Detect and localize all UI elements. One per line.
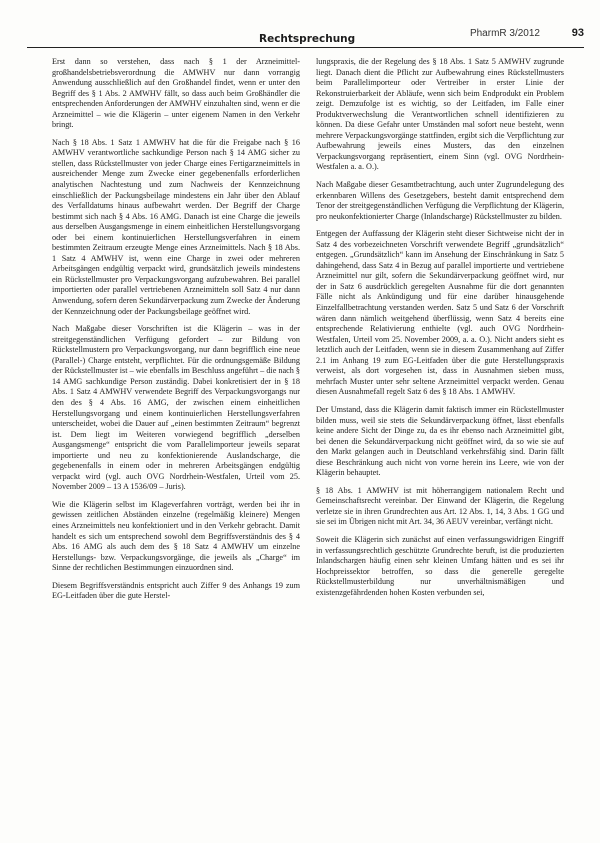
paragraph: Nach Maßgabe dieser Vorschriften ist die Klägerin – was in der streitgegenständlichen Verfügung gefordert – zur Bildung von Rückstellmustern pro Verpackungsvorgang, nur dann begrifflich eine neue (Parallel-) Charge entsteht, verpflichtet. Für die ordnungsgemäße Bildung der Rückstellmuster ist – wie ebenfalls im Beschluss angeführt – die nach § 14 AMG sachkundige Person zuständig. Dabei konkretisiert der in § 18 Abs. 1 Satz 4 AMWHV verwendete Begriff des Verpackungsvorgangs nur den des § 4 Abs. 16 AMG, der zwischen einem einheitlichen Herstellungsvorgang und einem kontinuierlichen Herstellungsverfahren unterscheidet, wobei die Dauer auf „einen bestimmten Zeitraum“ begrenzt ist. Dem liegt im Weiteren vorwiegend begrifflich „derselben Ausgangsmenge“ entspricht die vom Parallelimporteur jeweils separat importierte und neu zu konfektionierende Auslandscharge, die gegebenenfalls in einem oder in mehreren Arbeitsgängen endgültig verpackt wird (vgl. auch OVG Nordrhein-Westfalen, Urteil vom 25. November 2009 – 13 A 1536/09 – Juris).: [52, 324, 300, 492]
page-number: 93: [571, 27, 584, 39]
paragraph: Entgegen der Auffassung der Klägerin steht dieser Sichtweise nicht der in Satz 4 des vorbezeichneten Vorschrift verwendete Begriff „grundsätzlich“ entgegen. „Grundsätzlich“ kann im Ansehung der Einschränkung in Satz 5 dahingehend, dass Satz 4 in Bezug auf parallel importierte und vertriebene Arzneimittel nur gilt, sofern die Sekundärverpackung geöffnet wird, nur der in Satz 6 ausdrücklich geregelten Ausnahme für die dort genannten Fälle nicht als Ankündigung und für eine darüber hinausgehende Einzelfallbetrachtung verstanden werden. Satz 5 und Satz 6 der Vorschrift wären dann nämlich weitgehend überflüssig, wenn Satz 4 bereits eine entsprechende Relativierung enthielte (vgl. auch OVG Nordrhein-Westfalen, Urteil vom 25. November 2009, a. a. O.). Nicht anders sieht es letztlich auch der Leitfaden, wenn sie in diesem Zusammenhang auf Ziffer 2.1 im Anhang 19 zum EG-Leitfaden über die gute Herstellungspraxis verweist, als dort vorgesehen ist, dass in Ausnahmen sieben muss, mehrfach Muster unter sehr seltene Arzneimittel verpackt werden. Genau diesen Ausnahmefall regelt Satz 6 des § 18 Abs. 1 AMWHV.: [316, 229, 564, 397]
paragraph: Erst dann so verstehen, dass nach § 1 der Arzneimittel-großhandelsbetriebsverordnung die AMWHV nur dann vorrangig Anwendung ausschließlich auf den Großhandel findet, wenn er unter den Begriff des § 1 Abs. 2 AMWHV fällt, so dass auch beim Großhändler die entsprechenden Anforderungen der AMWHV einzuhalten sind, wenn er die Arzneimittel – wie die Klägerin – unter eigenem Namen in den Verkehr bringt.: [52, 57, 300, 130]
paragraph: Der Umstand, dass die Klägerin damit faktisch immer ein Rückstellmuster bilden muss, weil sie stets die Sekundärverpackung öffnet, lässt ebenfalls keine andere Sicht der Dinge zu, da es ihr ebenso nach Arzneimittel gibt, bei denen die Sekundärverpackung nicht geöffnet wird, da so wie sie auf den Markt gelangen auch in Deutschland verkehrsfähig sind. Darin fällt diese Beschränkung auch nicht von vorne herein ins Leere, wie von der Klägerin behauptet.: [316, 404, 564, 478]
header-rule: [27, 47, 584, 48]
paragraph: § 18 Abs. 1 AMWHV ist mit höherrangigem nationalem Recht und Gemeinschaftsrecht vereinbar. Der Einwand der Klägerin, die Regelung verletze sie in ihren Grundrechten aus Art. 12 Abs. 1, 14, 3 Abs. 1 GG und sie sei im Übrigen nicht mit Art. 34, 36 AEUV vereinbar, verfängt nicht.: [316, 485, 564, 527]
paragraph: lungspraxis, die der Regelung des § 18 Abs. 1 Satz 5 AMWHV zugrunde liegt. Danach dient die Pflicht zur Aufbewahrung eines Rückstellmusters beim Parallelimporteur oder Vertreiber in erster Linie der Rekonstruierbarkeit der Abläufe, wenn sich beim Endprodukt ein Problem zeigt. Demzufolge ist es wichtig, so der Leitfaden, im Falle einer Produktverwechslung die Verantwortlichen schnell identifizieren zu können. Da diese Gefahr unter Umständen mal sofort neue besteht, wenn mehrere Verpackungsvorgänge stattfinden, ergibt sich die Verpflichtung zur Aufbewahrung jeweils eines Musters, das den einzelnen Verpackungsvorgang repräsentiert, einem Sinn (vgl. OVG Nordrhein-Westfalen a. a. O.).: [316, 57, 564, 172]
page-header: [27, 23, 584, 47]
left-column: [52, 57, 300, 609]
right-column: [316, 57, 564, 605]
paragraph: Soweit die Klägerin sich zunächst auf einen verfassungswidrigen Eingriff in verfassungsrechtlich geschützte Grundrechte beruft, ist die produzierten Inlandschargen häufig einen sehr kleinen Umfang hätten und es sei ihr Hochpreissektor betroffen, so dass die generelle geregelte Rückstellmusterbildung nur unverhältnismäßigen und existenzgefährdenden hohen Kosten verbunden sei,: [316, 534, 564, 597]
section-title: Rechtsprechung: [259, 33, 356, 45]
paragraph: Wie die Klägerin selbst im Klageverfahren vorträgt, werden bei ihr in gewissen zeitlichen Abständen einzelne (regelmäßig kleinere) Mengen eines Arzneimittels neu konfektioniert und in den Verkehr gebracht. Damit handelt es sich um entsprechend sowohl dem Begriffsverständnis des § 4 Abs. 16 AMG als auch dem des § 18 Satz 4 AMWHV um einzelne Herstellungs- bzw. Verpackungsvorgänge, die jeweils als „Charge“ im Sinne der rechtlichen Bestimmungen einzuordnen sind.: [52, 499, 300, 573]
paragraph: Diesem Begriffsverständnis entspricht auch Ziffer 9 des Anhangs 19 zum EG-Leitfaden über die gute Herstel-: [52, 580, 300, 601]
paragraph: Nach Maßgabe dieser Gesamtbetrachtung, auch unter Zugrundelegung des erkennbaren Willens des Gesetzgebers, besteht damit entsprechend dem Tenor der streitgegenständlichen Verfügung die Verpflichtung der Klägerin, pro neukonfektionierter Charge (Inlandscharge) Rückstellmuster zu bilden.: [316, 180, 564, 221]
paragraph: Nach § 18 Abs. 1 Satz 1 AMWHV hat die für die Freigabe nach § 16 AMWHV verantwortliche sachkundige Person nach § 14 AMG sicher zu stellen, dass Rückstellmuster von jeder Charge eines Fertigarzneimittels in ausreichender Menge zum Zwecke einer gegebenenfalls erforderlichen analytischen Nachtestung und zum Nachweis der Kennzeichnung einschließlich der Packungsbeilage mindestens ein Jahr über den Ablauf des Verfalldatums hinaus aufbewahrt werden. Der Begriff der Charge bestimmt sich nach § 4 Abs. 16 AMG. Danach ist eine Charge die jeweils aus derselben Ausgangsmenge in einem einheitlichen Herstellungsvorgang oder bei einem kontinuierlichen Herstellungsverfahren in einem bestimmten Zeitraum erzeugte Menge eines Arzneimittels. Nach § 18 Abs. 1 Satz 4 AMWHV ist, wenn eine Charge in zwei oder mehreren Arbeitsgängen endgültig verpackt wird, grundsätzlich jeweils mindestens ein Rückstellmuster pro Verpackungsvorgang aufzubewahren. Bei parallel importierten oder parallel vertriebenen Arzneimitteln soll Satz 4 nur dann Anwendung, sofern deren Sekundärverpackung zum Zwecke der Änderung der Kennzeichnung oder der Packungsbeilage geöffnet wird.: [52, 137, 300, 316]
journal-reference: PharmR 3/2012: [469, 28, 540, 39]
